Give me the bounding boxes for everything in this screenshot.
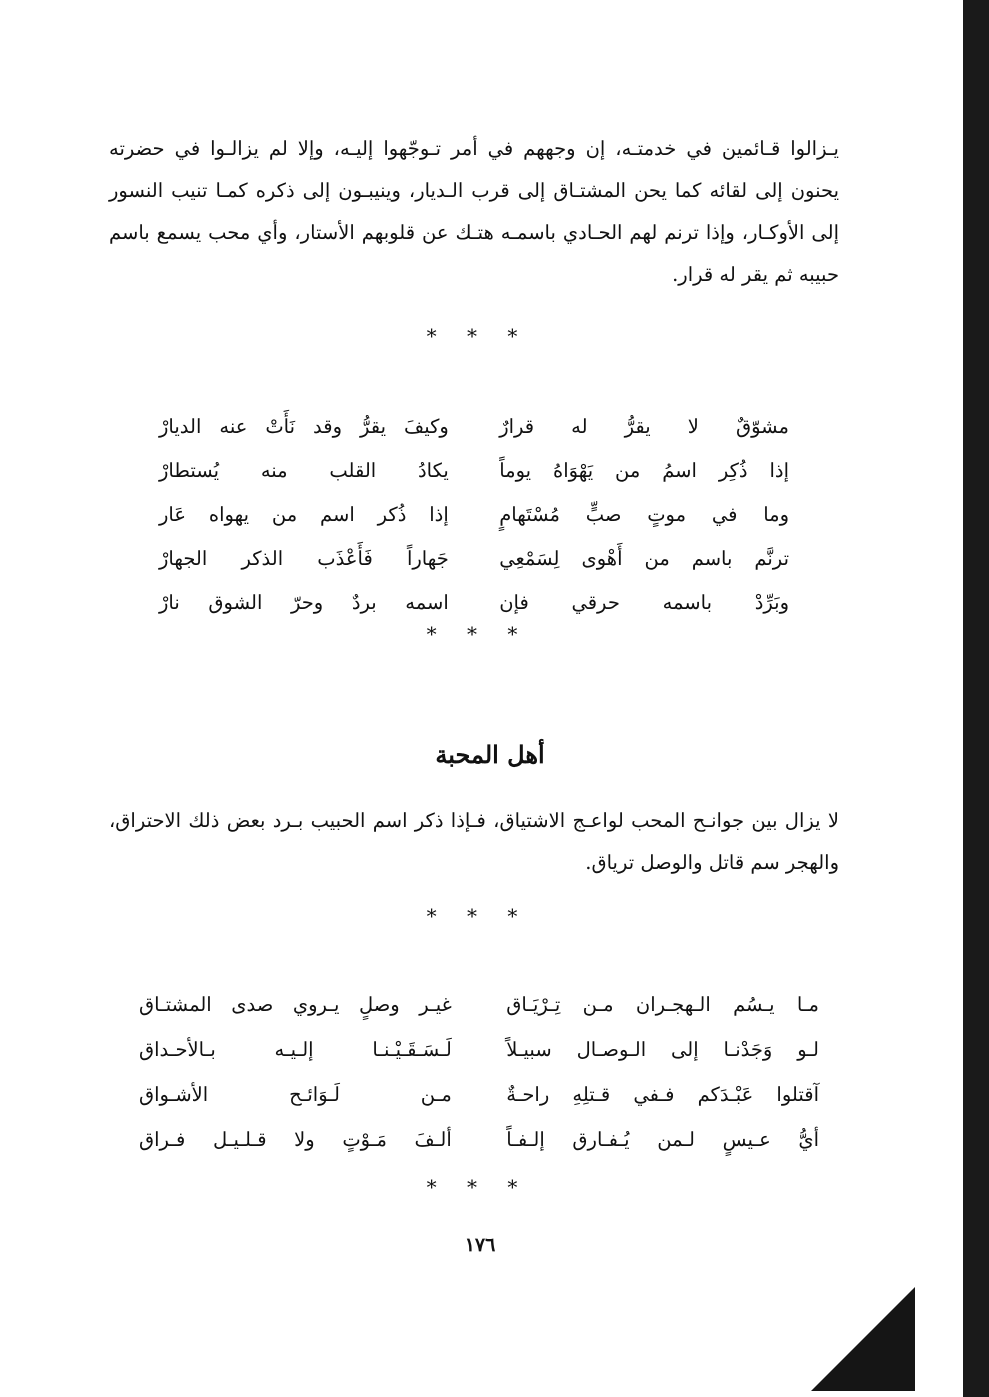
verse-line: [139, 1072, 819, 1117]
section-paragraph: [109, 800, 839, 884]
verse-line: [139, 982, 819, 1027]
verse-second-hemistich: لَـسَـقَـيْـنـا إلـيـه بـالأحـداق: [139, 1038, 452, 1061]
verse-second-hemistich: غيـر وصلٍ يـروي صدى المشتـاق: [139, 993, 452, 1016]
verse-first-hemistich: وبَرِّدْ باسمه حرقي فإن: [499, 590, 789, 614]
verse-second-hemistich: ألـفَ مَـوْتٍ ولا قـلـيـل فـراق: [139, 1128, 452, 1151]
verse-line: [159, 536, 789, 580]
paragraph-text: لا يزال بين جوانـح المحب لواعـج الاشتياق، فـإذا ذكر اسم الحبيب بـرد بعض ذلك الاحتراق، والهجر سم قاتل والوصل ترياق.: [109, 809, 839, 874]
verse-second-hemistich: اسمه بردٌ وحرّ الشوق نارْ: [159, 590, 449, 614]
verse-first-hemistich: لـو وَجَدْنـا إلى الـوصـال سبيـلاً: [506, 1038, 819, 1061]
verse-line: [159, 492, 789, 536]
section-separator: * * *: [426, 622, 530, 646]
verse-line: [139, 1117, 819, 1162]
verse-line: [139, 1027, 819, 1072]
verse-first-hemistich: إذا ذُكِر اسمُ من يَهْوَاهُ يوماً: [499, 458, 789, 482]
verse-second-hemistich: جَهاراً فَأَعْذَب الذكر الجهارْ: [159, 546, 449, 570]
verse-first-hemistich: مشوّقٌ لا يقرُّ له قرارٌ: [499, 414, 789, 438]
verse-second-hemistich: يكادُ القلب منه يُستطارْ: [159, 458, 449, 482]
scan-edge-shadow: [963, 0, 989, 1397]
poem-block-2: [139, 982, 819, 1162]
verse-first-hemistich: ترنَّم باسم من أَهْوى لِسَمْعِي: [499, 546, 789, 570]
page-corner-fold: [811, 1287, 915, 1391]
verse-first-hemistich: مـا يـسُم الـهجـران مـن تِـرْيَـاق: [506, 993, 819, 1016]
verse-second-hemistich: مـن لَـوَائـح الأشـواق: [139, 1083, 452, 1106]
verse-second-hemistich: وكيفَ يقرُّ وقد نَأَتْ عنه الديارْ: [159, 414, 449, 438]
opening-paragraph: [109, 128, 839, 296]
verse-line: [159, 404, 789, 448]
page-number: ١٧٦: [464, 1234, 496, 1256]
verse-first-hemistich: وما في موتٍ صبٍّ مُسْتَهامٍ: [499, 502, 789, 526]
poem-block-1: [159, 404, 789, 624]
verse-second-hemistich: إذا ذُكر اسم من يهواه عَار: [159, 502, 449, 526]
paragraph-text: يـزالوا قـائمين في خدمتـه، إن وجههم في أمر تـوجّهوا إليـه، وإلا لم يزالـوا في حضرته يحنون إلى لقائه كما يحن المشتـاق إلى قرب الـديار، وينيبـون إلى ذكره كمـا تنيب النسور إلى الأوكـار، وإذا ترنم لهم الحـادي باسمـه هتـك عن قلوبهم الأستار، وأي محب يسمع باسم حبيبه ثم يقر له قرار.: [109, 137, 839, 286]
verse-line: [159, 448, 789, 492]
section-separator: * * *: [426, 324, 530, 348]
verse-first-hemistich: آقتلوا عَبْـدَكم فـفي قـتلِهِ راحـةٌ: [506, 1083, 819, 1106]
section-heading: أهل المحبة: [435, 740, 545, 769]
section-separator: * * *: [426, 904, 530, 928]
verse-line: [159, 580, 789, 624]
verse-first-hemistich: أيُّ عـيسٍ لـمن يُـفـارق إلـفـاً: [506, 1128, 819, 1151]
section-separator: * * *: [426, 1175, 530, 1199]
